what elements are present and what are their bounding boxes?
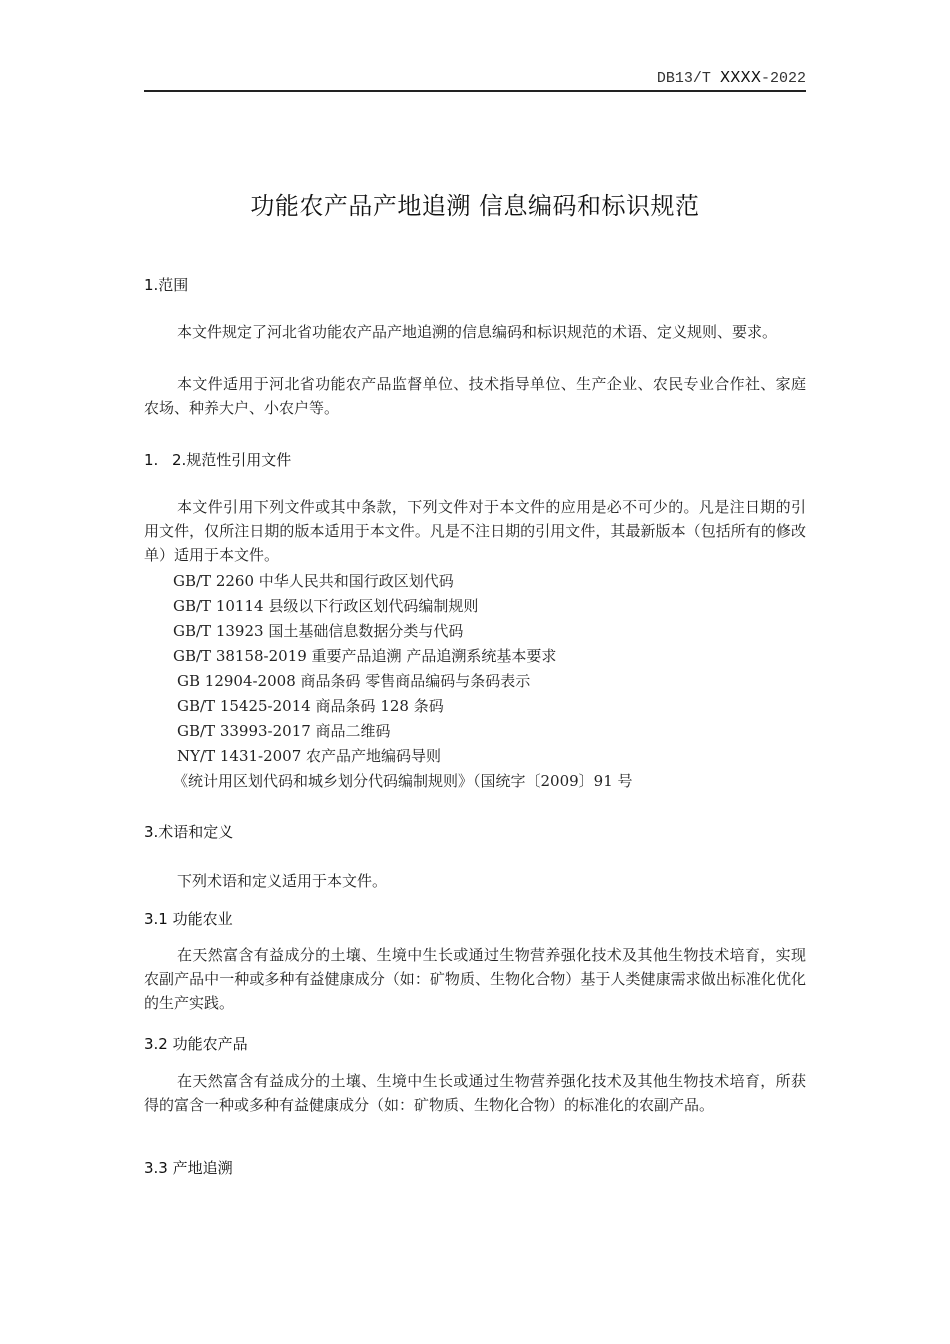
document-code	[144, 68, 806, 87]
section-2-paragraph: 本文件引用下列文件或其中条款，下列文件对于本文件的应用是必不可少的。凡是注日期的引用文件，仅所注日期的版本适用于本文件。凡是不注日期的引用文件，其最新版本（包括所有的修改单）适用于本文件。	[144, 498, 806, 564]
reference-item: GB/T 33993-2017 商品二维码	[177, 722, 391, 740]
reference-item: NY/T 1431-2007 农产品产地编码导则	[177, 747, 442, 765]
section-2-list-number: 1.	[144, 451, 159, 469]
code-placeholder: XXXX	[719, 68, 761, 86]
reference-item: GB/T 10114 县级以下行政区划代码编制规则	[173, 597, 479, 615]
reference-item: 《统计用区划代码和城乡划分代码编制规则》（国统字〔2009〕91 号	[173, 772, 633, 790]
term-3-1-definition: 在天然富含有益成分的土壤、生境中生长或通过生物营养强化技术及其他生物技术培育，实现农副产品中一种或多种有益健康成分（如：矿物质、生物化合物）基于人类健康需求做出标准化优化的生产实践。	[144, 946, 806, 1012]
section-2-heading-text: 2.规范性引用文件	[172, 451, 292, 469]
reference-item: GB 12904-2008 商品条码 零售商品编码与条码表示	[177, 672, 531, 690]
reference-item: GB/T 38158-2019 重要产品追溯 产品追溯系统基本要求	[173, 647, 557, 665]
term-3-2-definition: 在天然富含有益成分的土壤、生境中生长或通过生物营养强化技术及其他生物技术培育，所获得的富含一种或多种有益健康成分（如：矿物质、生物化合物）的标准化的农副产品。	[144, 1072, 806, 1114]
reference-item: GB/T 15425-2014 商品条码 128 条码	[177, 697, 444, 715]
header-rule	[144, 90, 806, 92]
document-title: 功能农产品产地追溯 信息编码和标识规范	[250, 192, 700, 220]
section-1-paragraph-2: 本文件适用于河北省功能农产品监督单位、技术指导单位、生产企业、农民专业合作社、家庭农场、种养大户、小农户等。	[144, 375, 806, 417]
reference-item: GB/T 13923 国土基础信息数据分类与代码	[173, 622, 464, 640]
term-3-2-heading: 3.2 功能农产品	[144, 1035, 248, 1053]
section-2-heading	[144, 449, 291, 470]
section-1-heading: 1.范围	[144, 276, 189, 294]
code-year: -2022	[760, 70, 806, 87]
section-1-paragraph-1: 本文件规定了河北省功能农产品产地追溯的信息编码和标识规范的术语、定义规则、要求。	[177, 323, 778, 341]
section-3-intro: 下列术语和定义适用于本文件。	[177, 872, 388, 890]
section-3-heading: 3.术语和定义	[144, 823, 234, 841]
code-prefix: DB13/T	[656, 70, 711, 87]
reference-item: GB/T 2260 中华人民共和国行政区划代码	[173, 572, 454, 590]
term-3-1-heading: 3.1 功能农业	[144, 910, 233, 928]
term-3-3-heading: 3.3 产地追溯	[144, 1159, 233, 1177]
